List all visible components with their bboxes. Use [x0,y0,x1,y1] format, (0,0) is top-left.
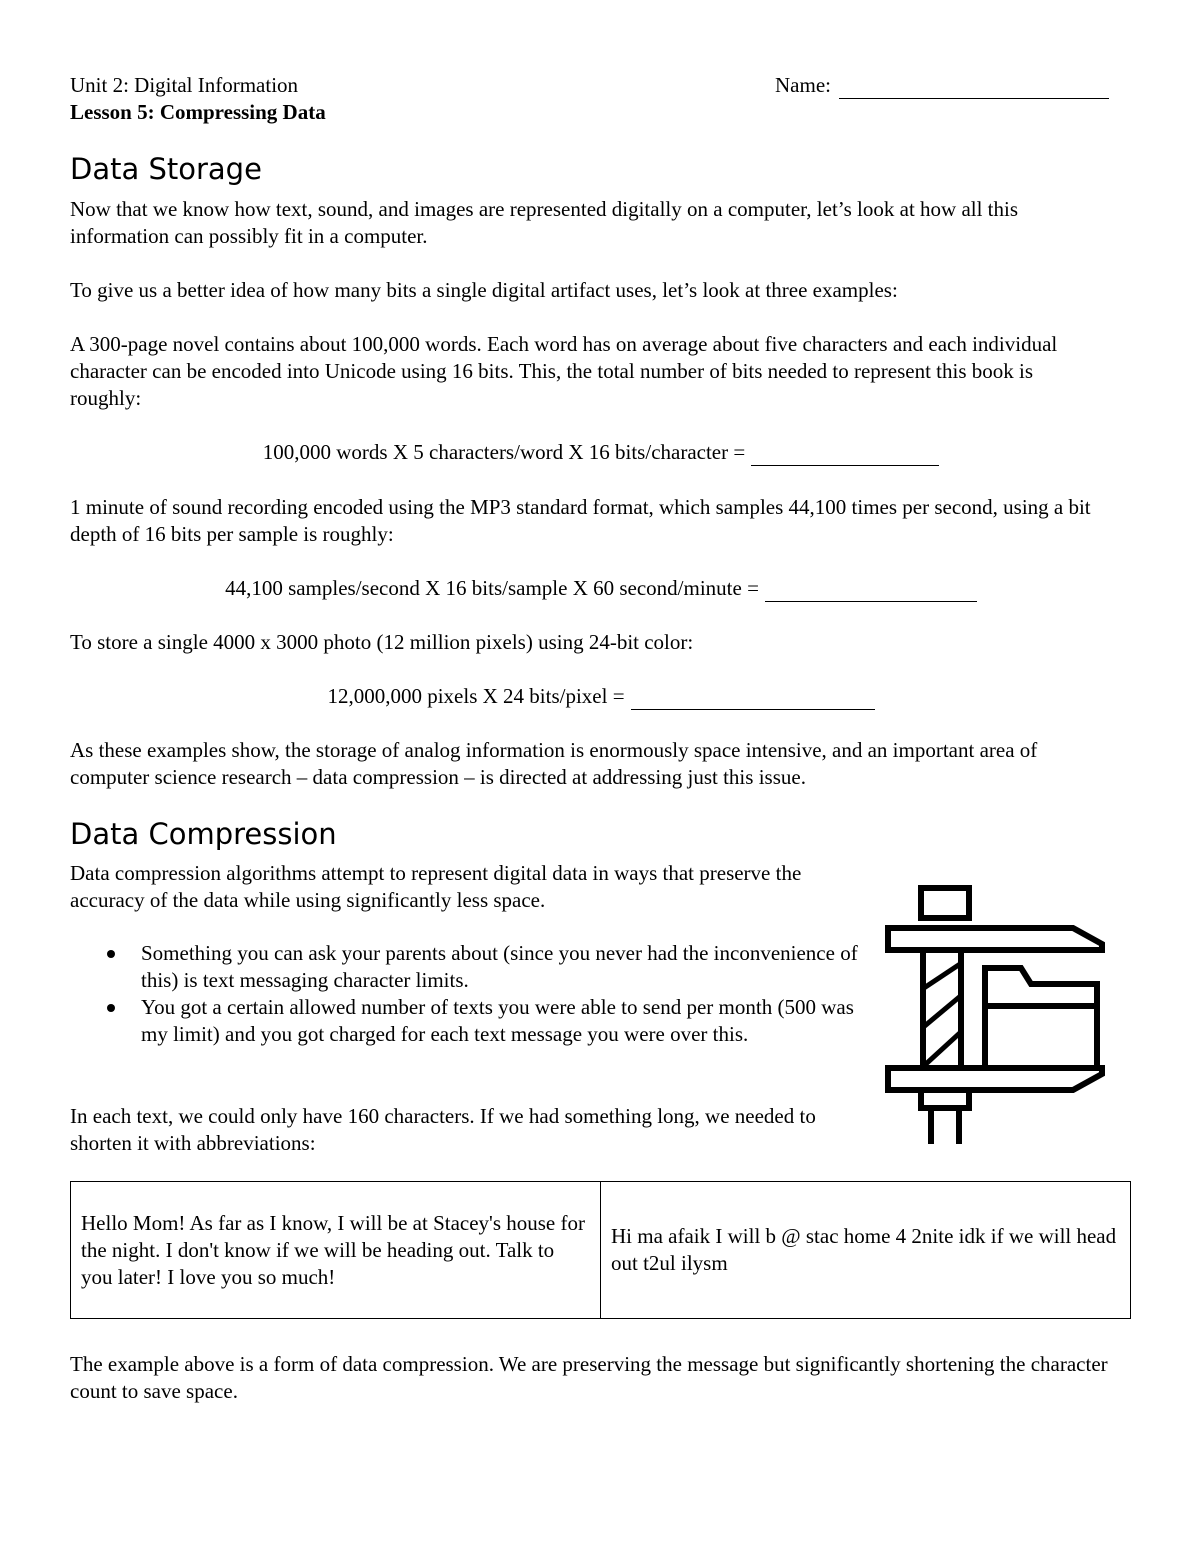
character-limit-paragraph: In each text, we could only have 160 characters. If we had something long, we needed to shorten it with abbreviations: [70,1104,816,1155]
name-blank-line[interactable] [839,76,1109,99]
sound-equation-text: 44,100 samples/second X 16 bits/sample X 60 second/minute = [225,576,759,600]
bullet-text: You got a certain allowed number of texts you were able to send per month (500 was my limit) and you got charged for each text message you were over this. [141,995,854,1046]
clamp-bottom-block [921,1090,969,1108]
bullet-icon [107,1004,115,1012]
photo-paragraph: To store a single 4000 x 3000 photo (12 million pixels) using 24-bit color: [70,630,694,654]
table-row [71,1182,1131,1319]
sound-equation [70,575,1132,602]
bullet-icon [107,950,115,958]
clamp-top-jaw [888,928,1102,950]
photo-equation [70,683,1132,710]
folder-icon [985,968,1097,1068]
clamp-bottom-jaw [888,1068,1102,1090]
storage-conclusion-paragraph: As these examples show, the storage of analog information is enormously space intensive, and an important area of computer science research – data compression – is directed at addressing just this issue. [70,738,1038,789]
novel-equation [70,439,1132,466]
list-item [70,940,870,994]
name-field [775,72,1109,99]
original-message-text: Hello Mom! As far as I know, I will be at Stacey's house for the night. I don't know if we will be heading out. Talk to you later! I love you so much! [81,1210,585,1289]
lesson-title: Lesson 5: Compressing Data [70,100,326,124]
list-item [70,994,870,1048]
bullet-text: Something you can ask your parents about (since you never had the inconvenience of this) is text messaging character limits. [141,941,858,992]
photo-answer-blank[interactable] [631,689,875,710]
message-comparison-table [70,1181,1131,1319]
compression-bullet-list [70,940,870,1048]
closing-paragraph: The example above is a form of data compression. We are preserving the message but significantly shortening the character count to save space. [70,1352,1108,1403]
examples-intro-paragraph: To give us a better idea of how many bits a single digital artifact uses, let’s look at three examples: [70,278,898,302]
data-storage-heading: Data Storage [70,152,262,186]
novel-answer-blank[interactable] [751,445,939,466]
abbreviated-message-cell [601,1182,1131,1319]
compression-intro-paragraph: Data compression algorithms attempt to represent digital data in ways that preserve the accuracy of the data while using significantly less space. [70,861,802,912]
abbreviated-message-text: Hi ma afaik I will b @ stac home 4 2nite idk if we will head out t2ul ilysm [611,1224,1117,1275]
clamp-top-knob [921,888,969,918]
storage-intro-paragraph: Now that we know how text, sound, and images are represented digitally on a computer, let’s look at how all this information can possibly fit in a computer. [70,197,1019,248]
data-compression-heading: Data Compression [70,817,337,851]
novel-equation-text: 100,000 words X 5 characters/word X 16 bits/character = [262,440,746,464]
sound-paragraph: 1 minute of sound recording encoded using the MP3 standard format, which samples 44,100 times per second, using a bit depth of 16 bits per sample is roughly: [70,495,1091,546]
sound-answer-blank[interactable] [765,581,977,602]
photo-equation-text: 12,000,000 pixels X 24 bits/pixel = [327,684,625,708]
file-compression-clamp-icon [885,884,1110,1149]
unit-title: Unit 2: Digital Information [70,73,299,97]
name-label: Name: [775,73,831,97]
original-message-cell [71,1182,601,1319]
novel-paragraph: A 300-page novel contains about 100,000 words. Each word has on average about five characters and each individual character can be encoded into Unicode using 16 bits. This, the total number of bits needed to represent this book is roughly: [70,332,1058,410]
